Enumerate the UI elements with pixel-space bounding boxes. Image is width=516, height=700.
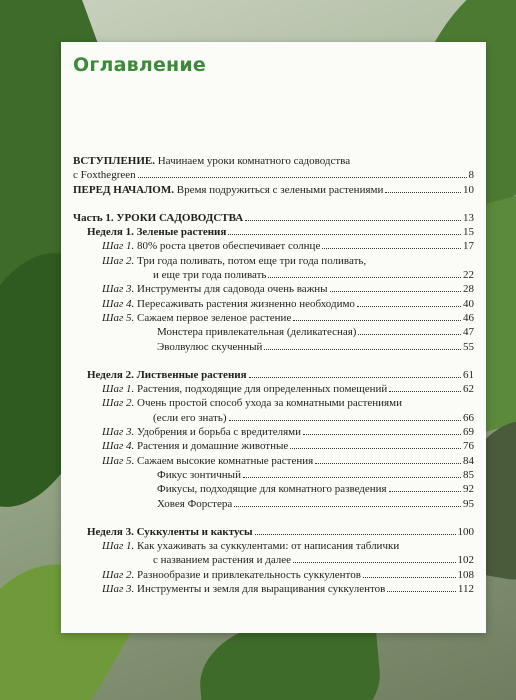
leader-dots	[322, 248, 461, 249]
toc-entry-week1[interactable]	[73, 225, 474, 239]
leader-dots	[243, 477, 461, 478]
step-label: Шаг 5.	[102, 454, 135, 467]
step-label: Шаг 3.	[102, 426, 135, 439]
leader-dots	[293, 562, 455, 563]
entry-text: Фикусы, подходящие для комнатного разведения	[157, 483, 387, 496]
step-label: Шаг 5.	[102, 311, 135, 324]
toc-entry-step[interactable]	[73, 425, 474, 439]
page-number: 108	[457, 568, 474, 581]
toc-entry-part1[interactable]	[73, 211, 474, 225]
page-number: 112	[457, 583, 474, 596]
entry-label: ПЕРЕД НАЧАЛОМ.	[73, 183, 174, 196]
entry-text: Инструменты для садовода очень важны	[137, 283, 328, 296]
step-label: Шаг 1.	[102, 240, 135, 253]
entry-text: Разнообразие и привлекательность суккулентов	[137, 568, 361, 581]
entry-text: Неделя 2. Лиственные растения	[87, 368, 247, 381]
toc-entry-step[interactable]	[73, 282, 474, 296]
page-number: 102	[457, 554, 474, 567]
entry-text: Фикус зонтичный	[157, 468, 241, 481]
entry-text: Сажаем высокие комнатные растения	[137, 454, 314, 467]
entry-text: Как ухаживать за суккулентами: от написания таблички	[137, 540, 400, 553]
page-number: 22	[463, 269, 474, 282]
entry-text: Неделя 1. Зеленые растения	[87, 226, 227, 239]
toc-entry-step[interactable]	[73, 254, 474, 268]
toc-entry-step[interactable]	[73, 311, 474, 325]
entry-text: Время подружиться с зелеными растениями	[176, 183, 384, 196]
step-label: Шаг 4.	[102, 297, 135, 310]
page-number: 17	[463, 240, 474, 253]
step-label: Шаг 1.	[102, 383, 135, 396]
toc-entry-sub[interactable]	[73, 468, 474, 482]
toc-entry-sub[interactable]	[73, 340, 474, 354]
toc-entry-intro[interactable]	[73, 154, 474, 168]
toc-entry-step-cont[interactable]	[73, 553, 474, 567]
toc-page	[61, 42, 486, 633]
toc-entry-step[interactable]	[73, 396, 474, 410]
toc-entry-step[interactable]	[73, 539, 474, 553]
page-number: 95	[463, 497, 474, 510]
leader-dots	[303, 434, 461, 435]
leader-dots	[228, 234, 461, 235]
toc-entry-intro-cont[interactable]	[73, 168, 474, 182]
entry-text: Очень простой способ ухода за комнатными растениями	[137, 397, 402, 410]
leader-dots	[249, 377, 461, 378]
toc-entry-sub[interactable]	[73, 497, 474, 511]
page-number: 76	[463, 440, 474, 453]
leader-dots	[389, 391, 461, 392]
page-number: 10	[463, 183, 474, 196]
page-number: 66	[463, 411, 474, 424]
leader-dots	[358, 334, 461, 335]
page-number: 46	[463, 311, 474, 324]
page-number: 40	[463, 297, 474, 310]
leader-dots	[268, 277, 461, 278]
entry-text: Пересаживать растения жизненно необходимо	[137, 297, 355, 310]
toc-entry-step[interactable]	[73, 454, 474, 468]
page-number: 47	[463, 326, 474, 339]
leader-dots	[290, 448, 461, 449]
page-number: 15	[463, 226, 474, 239]
leader-dots	[330, 291, 461, 292]
toc-entry-before[interactable]	[73, 183, 474, 197]
leader-dots	[387, 591, 456, 592]
entry-text: с названием растения и далее	[153, 554, 292, 567]
toc-entry-sub[interactable]	[73, 325, 474, 339]
page-number: 55	[463, 340, 474, 353]
step-label: Шаг 4.	[102, 440, 135, 453]
toc-entry-step[interactable]	[73, 568, 474, 582]
entry-text: Удобрения и борьба с вредителями	[137, 426, 302, 439]
toc-entry-step[interactable]	[73, 239, 474, 253]
page-number: 100	[457, 525, 474, 538]
step-label: Шаг 3.	[102, 583, 135, 596]
entry-text: Растения, подходящие для определенных помещений	[137, 383, 388, 396]
leader-dots	[385, 192, 461, 193]
leader-dots	[229, 420, 461, 421]
toc-entry-step-cont[interactable]	[73, 411, 474, 425]
page-title: Оглавление	[73, 54, 206, 76]
leader-dots	[389, 491, 461, 492]
leader-dots	[234, 506, 461, 507]
leader-dots	[315, 463, 461, 464]
page-number: 13	[463, 211, 474, 224]
entry-text: Растения и домашние животные	[137, 440, 289, 453]
entry-text: 80% роста цветов обеспечивает солнце	[137, 240, 321, 253]
page-number: 8	[468, 169, 474, 182]
leader-dots	[363, 577, 456, 578]
leader-dots	[138, 177, 467, 178]
entry-text: Ховея Форстера	[157, 497, 233, 510]
entry-text: Инструменты и земля для выращивания суккулентов	[137, 583, 386, 596]
toc-entry-step[interactable]	[73, 439, 474, 453]
entry-text: Часть 1. УРОКИ САДОВОДСТВА	[73, 211, 244, 224]
page-number: 69	[463, 426, 474, 439]
step-label: Шаг 2.	[102, 568, 135, 581]
entry-text: Неделя 3. Суккуленты и кактусы	[87, 525, 253, 538]
toc-entry-week3[interactable]	[73, 525, 474, 539]
entry-label: ВСТУПЛЕНИЕ.	[73, 155, 155, 167]
entry-text: Монстера привлекательная (деликатесная)	[157, 326, 357, 339]
step-label: Шаг 3.	[102, 283, 135, 296]
page-number: 92	[463, 483, 474, 496]
entry-text: Три года поливать, потом еще три года поливать,	[137, 254, 367, 267]
entry-text: и еще три года поливать	[153, 269, 267, 282]
toc-entry-step[interactable]	[73, 582, 474, 596]
leader-dots	[264, 349, 461, 350]
toc-list	[73, 154, 474, 596]
toc-entry-step[interactable]	[73, 297, 474, 311]
entry-text: Эволвулюс скученный	[157, 340, 263, 353]
toc-entry-sub[interactable]	[73, 482, 474, 496]
step-label: Шаг 2.	[102, 397, 135, 410]
step-label: Шаг 1.	[102, 540, 135, 553]
page-number: 61	[463, 368, 474, 381]
leader-dots	[357, 306, 461, 307]
page-number: 62	[463, 383, 474, 396]
leader-dots	[245, 220, 461, 221]
leader-dots	[293, 320, 461, 321]
step-label: Шаг 2.	[102, 254, 135, 267]
toc-entry-step[interactable]	[73, 382, 474, 396]
entry-text: (если его знать)	[153, 411, 227, 424]
page-number: 28	[463, 283, 474, 296]
entry-text: Сажаем первое зеленое растение	[137, 311, 292, 324]
toc-entry-step-cont[interactable]	[73, 268, 474, 282]
leader-dots	[255, 534, 456, 535]
page-number: 85	[463, 468, 474, 481]
entry-text: Начинаем уроки комнатного садоводства	[157, 155, 351, 167]
entry-text: с Foxthegreen	[73, 169, 136, 182]
toc-entry-week2[interactable]	[73, 368, 474, 382]
page-number: 84	[463, 454, 474, 467]
